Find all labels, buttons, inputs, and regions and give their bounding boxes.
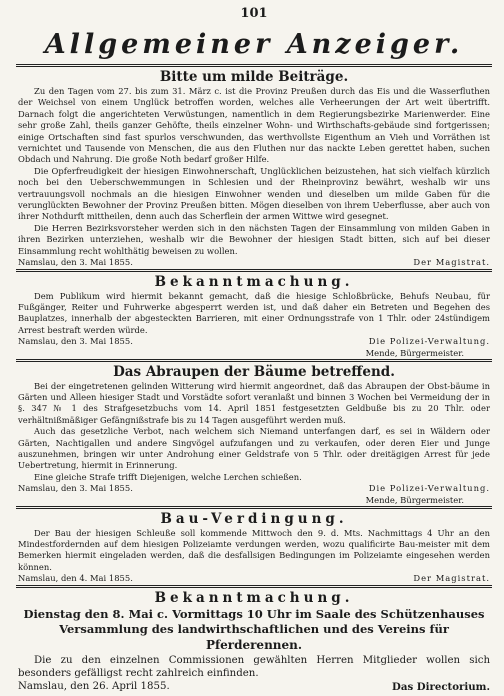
construction-paragraph: Der Bau der hiesigen Schleuße soll kommende Mittwoch den 9. d. Mts. Nachmittags 4 Uhr an den Mindestfordernden auf dem hiesigen Polizeiamte verdungen werden, wozu qualificirte Bau-meister mit dem Bemerken hiermit eingeladen werden, daß die desfallsigen Bedingungen im Polizeiamte eingesehen werden können. — [18, 527, 490, 572]
trees-heading: Das Abraupen der Bäume betreffend. — [113, 363, 395, 380]
divider — [16, 506, 492, 509]
divider — [16, 269, 492, 272]
meeting-section — [14, 590, 494, 694]
bridge-notice-paragraph: Dem Publikum wird hiermit bekannt gemacht, daß die hiesige Schloßbrücke, Behufs Neubau, für Fußgänger, Reiter und Fuhrwerke abgesperrt werden ist, und daß daher ein Betreten und Begehen des Bauplatzes, innerhalb der abgesteckten Barrieren, mit einer Ordnungsstrafe von 1 Thlr. oder 24stündigem Arrest bestraft werden würde. — [18, 290, 490, 335]
meeting-heading: Bekanntmachung. — [154, 589, 354, 606]
donation-paragraph: Die Opferfreudigkeit der hiesigen Einwohnerschaft, Unglücklichen beizustehen, hat sich vielfach kürzlich noch bei den Ueberschwemmungen in Schlesien und der Rheinprovinz bewährt, weshalb wir uns vertrauungsvoll nochmals an die hiesigen Einwohner wenden und dieselben um milde Gaben für die verunglückten Bewohner der Provinz Preußen bitten. Mögen dieselben von ihrem Ueberflusse, aber auch von ihrer Nothdurft mittheilen, denn auch das Scherflein der armen Wittwe wird gesegnet. — [18, 165, 490, 222]
donation-date: Namslau, den 3. Mai 1855. — [18, 257, 133, 268]
meeting-paragraph: Die zu den einzelnen Commissionen gewählten Herren Mitglieder wollen sich besonders gefälligst recht zahlreich einfinden. — [18, 654, 490, 679]
construction-section — [14, 511, 494, 585]
newspaper-page — [14, 2, 494, 694]
meeting-line: Versammlung des landwirthschaftlichen und des Vereins für — [59, 621, 449, 636]
donation-paragraph: Die Herren Bezirksvorsteher werden sich in den nächsten Tagen der Einsammlung von milden Gaben in ihren Bezirken unterziehen, weshalb wir die Bewohner der hiesigen Stadt bitten, sich auf bei dieser Einsammlung recht wohlthätig beweisen zu wollen. — [18, 222, 490, 256]
donation-heading: Bitte um milde Beiträge. — [159, 69, 349, 85]
construction-signature: Der Magistrat. — [413, 573, 490, 584]
donation-signature: Der Magistrat. — [413, 257, 490, 268]
bridge-notice-date: Namslau, den 3. Mai 1855. — [18, 336, 133, 347]
trees-subsignature: Mende, Bürgermeister. — [365, 494, 464, 505]
trees-signature-line — [18, 483, 490, 494]
trees-date: Namslau, den 3. Mai 1855. — [18, 483, 133, 494]
divider — [16, 585, 492, 588]
page-title: Allgemeiner Anzeiger. — [44, 29, 464, 60]
trees-section — [14, 364, 494, 506]
bridge-notice-signature-line — [18, 336, 490, 347]
meeting-line: Dienstag den 8. Mai c. Vormittags 10 Uhr im Saale des Schützenhauses — [23, 606, 485, 621]
donation-paragraph: Zu den Tagen vom 27. bis zum 31. März c. ist die Provinz Preußen durch das Eis und die Wasserfluthen der Weichsel von einem Unglück betroffen worden, welches alle Verheerungen der Art weit übertrifft. Darnach folgt die angerichteten Verwüstungen, namentlich in dem Regierungsbezirke Marienwerder. Eine sehr große Zahl, theils ganzer Gehöfte, theils einzelner Wohn- und Wirthschafts-gebäude sind fortgerissen; einige Ortschaften sind fast spurlos verschwunden, das werthvollste Eigenthum an Vieh und Vorräthen ist vernichtet und Tausende von Menschen, die aus den Fluthen nur das nackte Leben gerettet haben, suchen Obdach und Nahrung. Die große Noth bedarf großer Hilfe. — [18, 86, 490, 165]
donation-signature-line — [18, 257, 490, 268]
trees-paragraph: Auch das gesetzliche Verbot, nach welchem sich Niemand unterfangen darf, es sei in Wäldern oder Gärten, Nachtigallen und andere Singvögel aufzufangen und zu verkaufen, oder deren Eier und Junge auszunehmen, bringen wir unter Androhung einer Geldstrafe von 5 Thlr. oder dreitägigen Arrest für jede Uebertretung, hiermit in Erinnerung. — [18, 426, 490, 471]
trees-paragraph: Bei der eingetretenen gelinden Witterung wird hiermit angeordnet, daß das Abraupen der Obst-bäume in Gärten und Alleen hiesiger Stadt und Vorstädte sofort veranlaßt und binnen 3 Wochen bei Vermeidung der in §. 347 № 1 des Strafgesetzbuchs vom 14. April 1851 festgesetzten Geldbuße bis zu 20 Thlr. oder verhältnißmäßiger Gefängnißstrafe bis zu 14 Tagen ausgeführt werden muß. — [18, 380, 490, 425]
divider — [16, 359, 492, 362]
trees-signature: Die Polizei-Verwaltung. — [368, 483, 490, 494]
meeting-signature-line — [18, 680, 490, 694]
bridge-notice-subsignature: Mende, Bürgermeister. — [365, 347, 464, 358]
meeting-line: Pferderennen. — [205, 637, 303, 652]
construction-date: Namslau, den 4. Mai 1855. — [18, 573, 133, 584]
trees-paragraph: Eine gleiche Strafe trifft Diejenigen, welche Lerchen schießen. — [34, 471, 302, 482]
bridge-notice-signature: Die Polizei-Verwaltung. — [368, 336, 490, 347]
meeting-signature: Das Directorium. — [392, 680, 490, 693]
construction-signature-line — [18, 573, 490, 584]
meeting-date: Namslau, den 26. April 1855. — [18, 680, 170, 692]
construction-heading: Bau-Verdingung. — [160, 510, 348, 527]
bridge-notice-heading: Bekanntmachung. — [154, 273, 354, 290]
donation-section — [14, 69, 494, 269]
divider — [16, 64, 492, 67]
page-number: 101 — [240, 6, 268, 21]
bridge-notice-section — [14, 274, 494, 359]
